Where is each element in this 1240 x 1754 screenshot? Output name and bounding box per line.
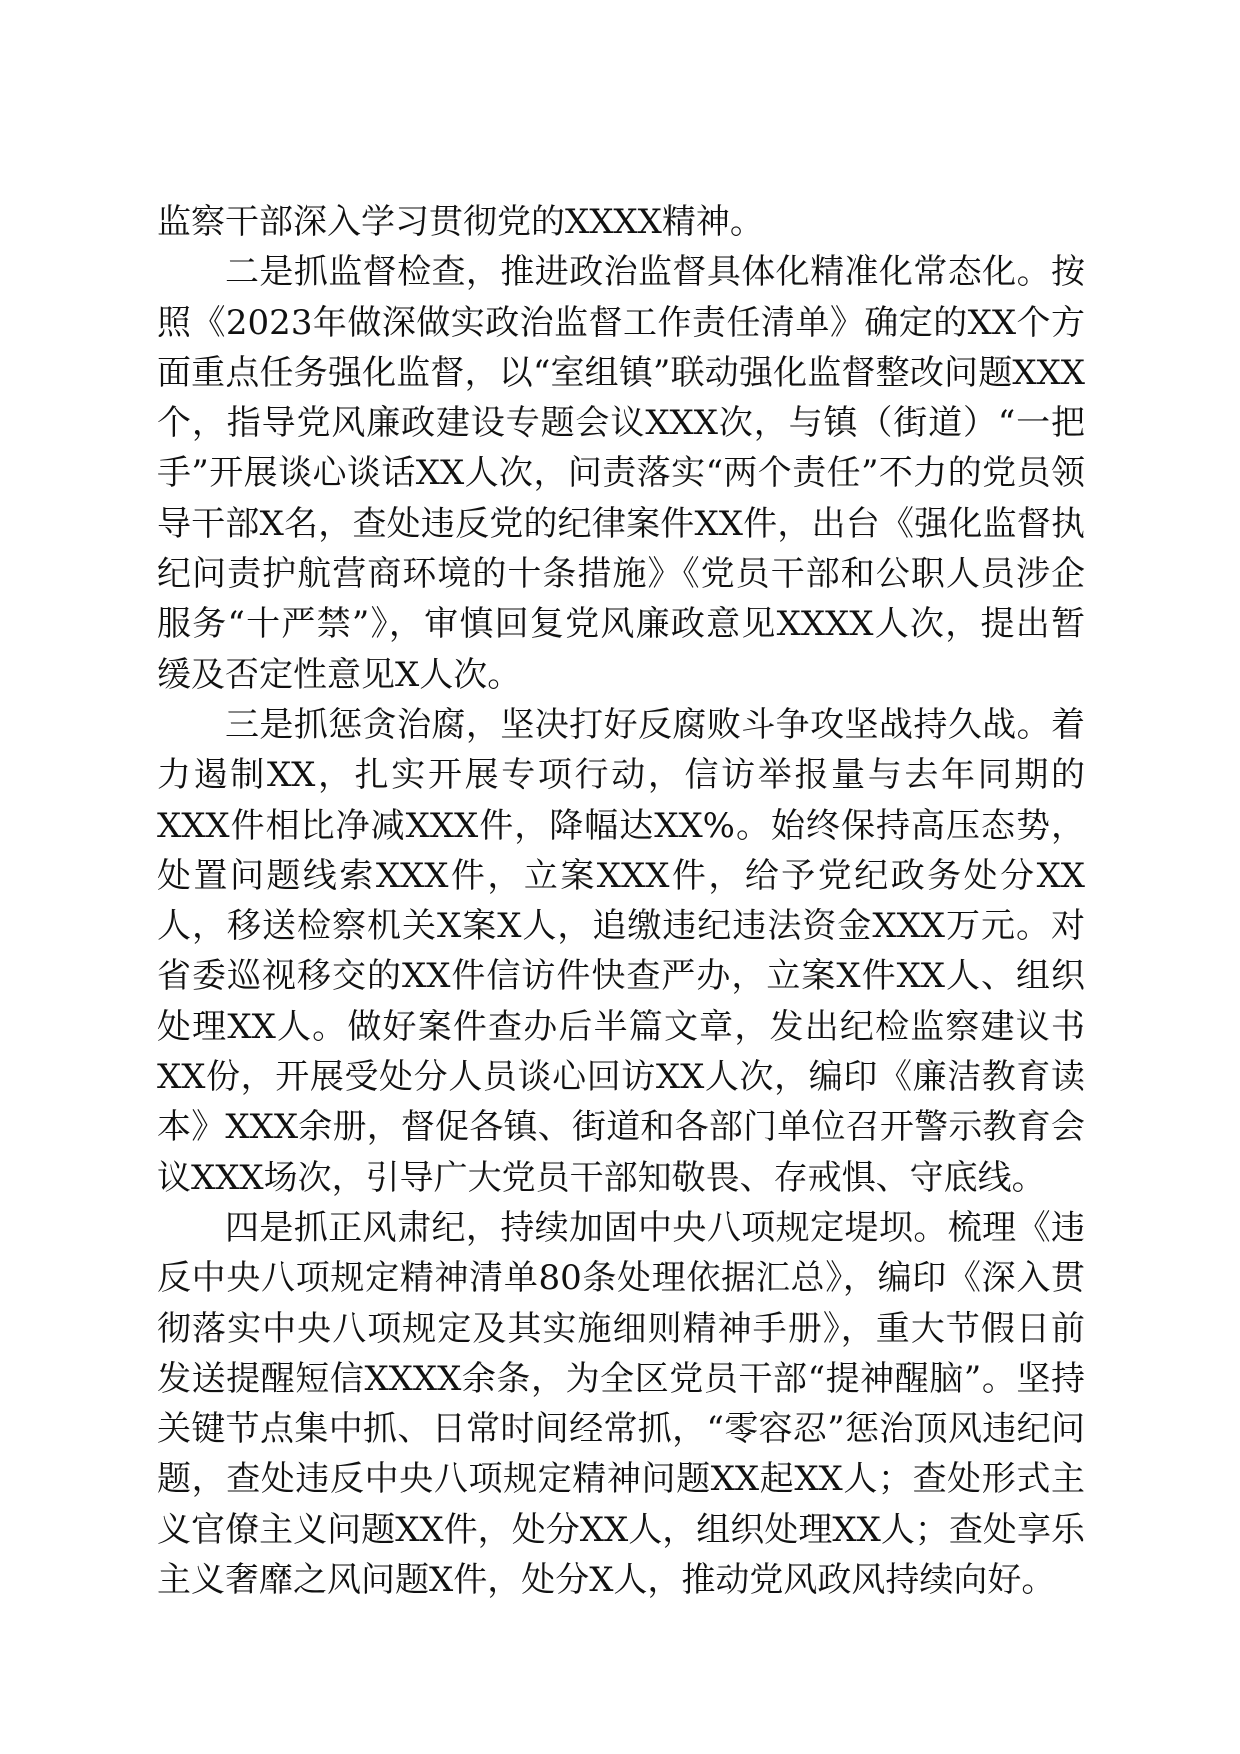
paragraph-continuation: 监察干部深入学习贯彻党的XXXX精神。 [157,202,764,242]
paragraph-anti-corruption: 三是抓惩贪治腐，坚决打好反腐败斗争攻坚战持久战。着力遏制XX，扎实开展专项行动，信访举报量与去年同期的XXX件相比净减XXX件，降幅达XX%。始终保持高压态势，处置问题线索XXX件，立案XXX件，给予党纪政务处分XX人，移送检察机关X案X人，追缴违纪违法资金XXX万元。对省委巡视移交的XX件信访件快查严办，立案X件XX人、组织处理XX人。做好案件查办后半篇文章，发出纪检监察建议书XX份，开展受处分人员谈心回访XX人次，编印《廉洁教育读本》XXX余册，督促各镇、街道和各部门单位召开警示教育会议XXX场次，引导广大党员干部知敬畏、存戒惧、守底线。 [157,704,1085,1198]
paragraph-supervision-inspection: 二是抓监督检查，推进政治监督具体化精准化常态化。按照《2023年做深做实政治监督工作责任清单》确定的XX个方面重点任务强化监督，以“室组镇”联动强化监督整改问题XXX个，指导党风廉政建设专题会议XXX次，与镇（街道）“一把手”开展谈心谈话XX人次，问责落实“两个责任”不力的党员领导干部X名，查处违反党的纪律案件XX件，出台《强化监督执纪问责护航营商环境的十条措施》《党员干部和公职人员涉企服务“十严禁”》，审慎回复党风廉政意见XXXX人次，提出暂缓及否定性意见X人次。 [157,252,1085,695]
paragraph-discipline-rectification: 四是抓正风肃纪，持续加固中央八项规定堤坝。梳理《违反中央八项规定精神清单80条处理依据汇总》，编印《深入贯彻落实中央八项规定及其实施细则精神手册》，重大节假日前发送提醒短信XXXX余条，为全区党员干部“提神醒脑”。坚持关键节点集中抓、日常时间经常抓，“零容忍”惩治顶风违纪问题，查处违反中央八项规定精神问题XX起XX人；查处形式主义官僚主义问题XX件，处分XX人，组织处理XX人；查处享乐主义奢靡之风问题X件，处分X人，推动党风政风持续向好。 [157,1207,1085,1601]
document-body [157,197,1085,1605]
